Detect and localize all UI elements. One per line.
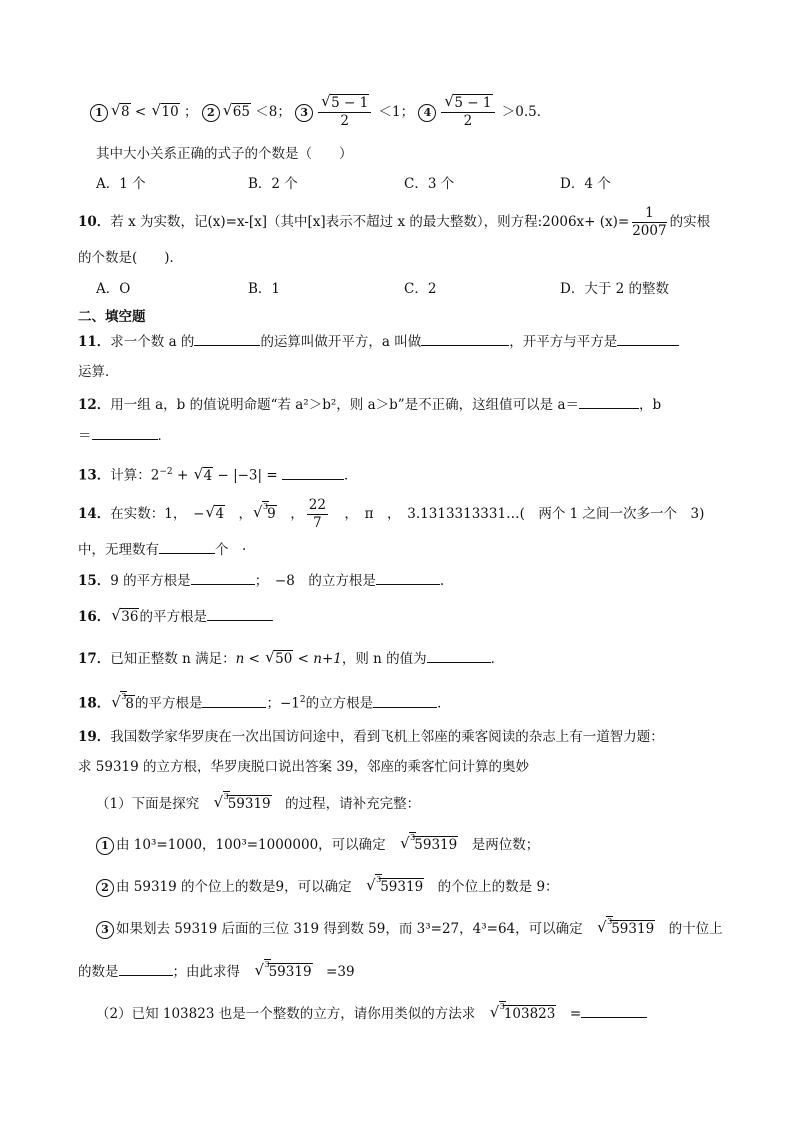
q19-line2: 求 59319 的立方根，华罗庚脱口说出答案 39，邻座的乘客忙问计算的奥妙 <box>78 759 529 775</box>
cube-root: √ $^3$59319 <box>214 794 272 816</box>
fraction: √ $\frac{5 - 1}{2}$ <box>318 95 371 130</box>
answer-blank[interactable] <box>194 331 260 346</box>
sqrt: √ 4 <box>194 466 214 486</box>
q15: 15．9 的平方根是 ； −8 的立方根是 . <box>78 570 444 591</box>
answer-blank[interactable] <box>617 331 679 346</box>
q9-option-c: C．3 个 <box>404 176 455 192</box>
answer-blank[interactable] <box>202 693 266 708</box>
q10-option-c: C．2 <box>404 281 437 297</box>
q19-line1: 19．我国数学家华罗庚在一次出国访问途中，看到飞机上邻座的乘客阅读的杂志上有一道智力题： <box>78 729 664 745</box>
answer-blank[interactable] <box>92 425 158 440</box>
q10-option-b: B．1 <box>248 281 281 297</box>
q9-question: 其中大小关系正确的式子的个数是（ ） <box>96 146 353 162</box>
q19-step2: 2 由 59319 的个位上的数是9，可以确定 √ $^3$59319 的个位上的数是 9： <box>96 877 559 899</box>
circle-1: 1 <box>90 104 108 122</box>
q9-option-a: A．1 个 <box>96 176 146 192</box>
circle-4: 4 <box>418 104 436 122</box>
q19-step3-cont: 的数是 ；由此求得 √ $^3$59319 =39 <box>78 961 355 984</box>
cube-root: √ $^3$59319 <box>400 835 458 857</box>
q12-line2: ＝ ． <box>78 425 171 446</box>
q10-line2: 的个数是( )． <box>78 250 184 266</box>
answer-blank[interactable] <box>579 394 639 409</box>
fraction: √ $\frac{5 - 1}{2}$ <box>441 95 494 130</box>
q17: 17．已知正整数 n 满足：n < √ 50 < n+1，则 n 的值为 ． <box>78 648 504 669</box>
answer-blank[interactable] <box>421 331 509 346</box>
circle-3: 3 <box>96 921 114 939</box>
answer-blank[interactable] <box>282 465 344 480</box>
q11-line1: 11．求一个数 a 的 的运算叫做开平方，a 叫做 ，开平方与平方是 <box>78 331 679 352</box>
fraction: $\frac{22}{7}$ <box>308 497 326 531</box>
q9-option-d: D．4 个 <box>560 176 611 192</box>
circle-2: 2 <box>202 104 220 122</box>
q10-line1: 10．若 x 为实数，记(x)=x-[x]（其中[x]表示不超过 x 的最大整数），则方程:2006x+ (x)= $\frac{1}{2007}$ 的实根 <box>78 205 711 239</box>
section-heading: 二、填空题 <box>78 309 146 325</box>
q12-line1: 12．用一组 a，b 的值说明命题“若 a²＞b²，则 a＞b”是不正确，这组值可以是 a＝ ，b <box>78 394 661 415</box>
sqrt: √ 10 <box>152 92 180 132</box>
answer-blank[interactable] <box>207 606 273 621</box>
q19-part1: （1）下面是探究 √ $^3$59319 的过程，请补充完整： <box>96 794 420 816</box>
sqrt: √ 4 <box>205 496 225 532</box>
q10-option-d: D．大于 2 的整数 <box>560 281 669 297</box>
answer-blank[interactable] <box>119 961 173 976</box>
cube-root: √ $^3$9 <box>253 496 277 534</box>
answer-blank[interactable] <box>159 539 215 554</box>
q19-step1: 1 由 10³=1000，100³=1000000，可以确定 √ $^3$59319 是两位数； <box>96 835 539 857</box>
q9-option-b: B．2 个 <box>248 176 298 192</box>
cube-root: √ $^3$8 <box>111 694 135 716</box>
cube-root: √ $^3$59319 <box>366 877 424 899</box>
answer-blank[interactable] <box>376 570 440 585</box>
circle-1: 1 <box>96 837 114 855</box>
answer-blank[interactable] <box>427 648 491 663</box>
sqrt: √ 65 <box>223 92 251 132</box>
circle-3: 3 <box>295 104 313 122</box>
cube-root: √ $^3$103823 <box>490 1004 557 1026</box>
cube-root: √ $^3$59319 <box>255 962 313 984</box>
answer-blank[interactable] <box>191 570 255 585</box>
q19-step3: 3 如果划去 59319 后面的三位 319 得到数 59，而 3³=27，4³=64，可以确定 √ $^3$59319 的十位上 <box>96 919 723 941</box>
answer-blank[interactable] <box>373 693 437 708</box>
answer-blank[interactable] <box>581 1003 647 1018</box>
q13: 13．计算：$2^{-2}$ + √ 4 − |−3| = ． <box>78 462 357 486</box>
circle-2: 2 <box>96 879 114 897</box>
q11-line2: 运算． <box>78 364 119 380</box>
sqrt: √ 8 <box>111 92 131 132</box>
q10-option-a: A．O <box>96 281 131 297</box>
q18: 18．√ $^3$8的平方根是 ；$-1^2$的立方根是 ． <box>78 690 451 716</box>
fraction: $\frac{1}{2007}$ <box>632 205 667 239</box>
q9-statements: 1√ 8 < √ 10 ； 2√ 65 ＜8； 3 √ $\frac{5 - 1}{2}$ ＜1； 4 √ $\frac{5 - 1}{2}$ ＞0.5． <box>90 92 550 132</box>
q19-part2: （2）已知 103823 也是一个整数的立方，请你用类似的方法求 √ $^3$103823 = <box>96 1003 647 1026</box>
sqrt: √ 36 <box>111 607 139 627</box>
sqrt: √ 50 <box>265 649 293 669</box>
q16: 16．√ 36的平方根是 <box>78 606 273 627</box>
q14-line1: 14．在实数：1， −√ 4 ，√ $^3$9 ， $\frac{22}{7}$ ， π ， 3.1313313331…( 两个 1 之间一次多一个 3) <box>78 496 704 534</box>
q14-line2: 中，无理数有 个 · <box>78 539 246 560</box>
cube-root: √ $^3$59319 <box>597 919 655 941</box>
